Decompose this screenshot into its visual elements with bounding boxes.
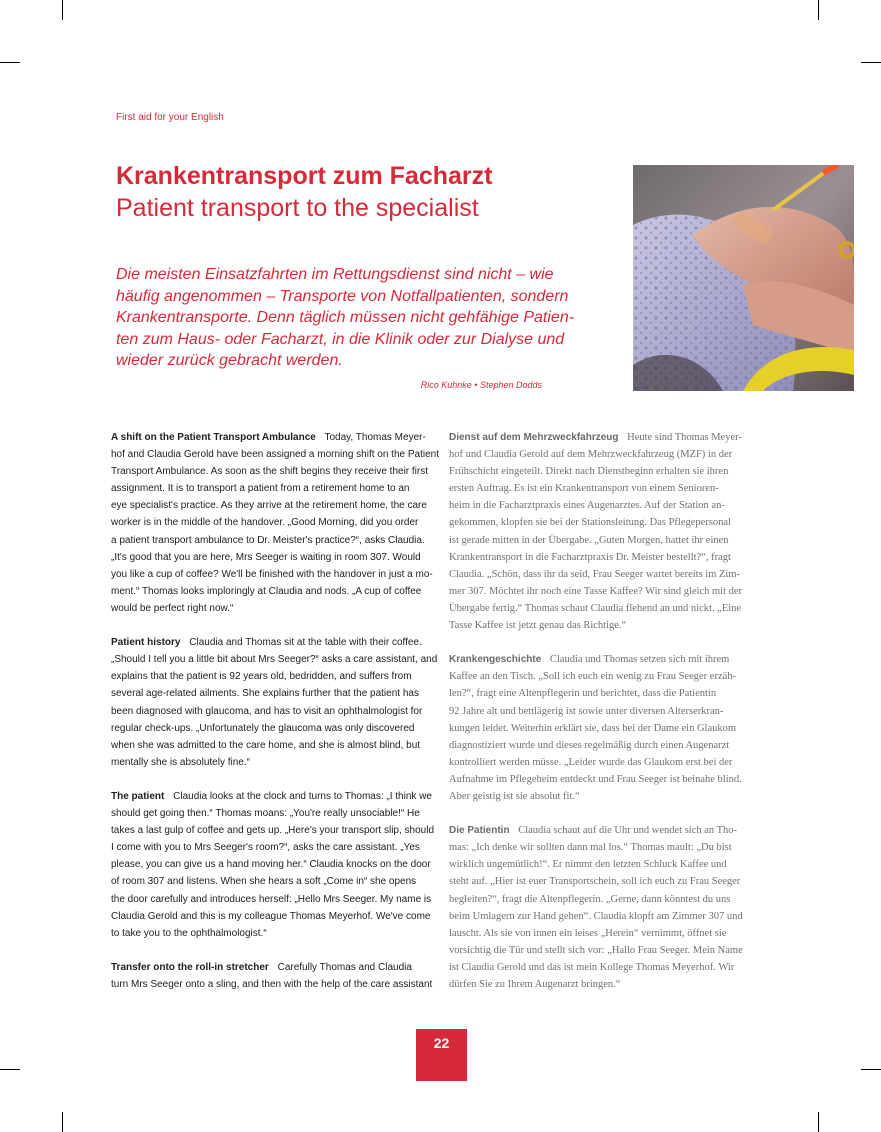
paragraph <box>449 822 769 993</box>
page-number: 22 <box>416 1029 467 1081</box>
section-heading: Krankengeschichte <box>449 654 542 666</box>
text-line: ment.“ Thomas looks imploringly at Claudia and nods. „A cup of coffee <box>111 585 422 597</box>
section-heading: The patient <box>111 790 165 802</box>
text-line: Claudia schaut auf die Uhr und wendet sich an Tho- <box>518 825 737 837</box>
text-line: hof und Claudia Gerold auf dem Mehrzweckfahrzeug (MZF) in der <box>449 449 733 461</box>
text-line: mer 307. Möchtet ihr noch eine Tasse Kaffee? Wir sind gleich mit der <box>449 585 743 597</box>
lead-line: ten zum Haus- oder Facharzt, in die Klinik oder zur Dialyse und <box>116 330 565 348</box>
crop-mark <box>0 1069 20 1070</box>
text-line: worker is in the middle of the handover. „Good Morning, did you order <box>111 517 419 529</box>
section-heading: Patient history <box>111 637 181 649</box>
text-line: Claudia and Thomas sit at the table with their coffee. <box>189 637 422 649</box>
section-heading: Die Patientin <box>449 825 510 837</box>
text-line: gekommen, klopfen sie bei der Stationsleitung. Das Pflegepersonal <box>449 517 731 529</box>
crop-mark <box>62 1112 63 1132</box>
text-line: „It's good that you are here, Mrs Seeger is waiting in room 307. Would <box>111 551 421 563</box>
article-photo <box>633 165 854 391</box>
page-title: Krankentransport zum Facharzt <box>116 162 493 190</box>
text-line: dürfen Sie zu Ihrem Augenarzt bringen.“ <box>449 979 621 990</box>
text-line: kungen leidet. Weiterhin erklärt sie, dass bei der Dame ein Glaukom <box>449 722 737 734</box>
crop-mark <box>818 0 819 20</box>
text-line: Tasse Kaffee ist jetzt genau das Richtige.“ <box>449 620 627 632</box>
text-line: a patient transport ambulance to Dr. Meister's practice?“, asks Claudia. <box>111 534 425 546</box>
text-line: diagnostiziert wurde und dieses regelmäßig durch einen Augenarzt <box>449 739 730 751</box>
lead-line: wieder zurück gebracht werden. <box>116 352 343 370</box>
text-line: beim Umlagern zur Hand gehen“. Claudia klopft am Zimmer 307 und <box>449 910 743 922</box>
paragraph <box>111 959 436 993</box>
text-line: Carefully Thomas and Claudia <box>277 961 412 973</box>
text-line: takes a last gulp of coffee and gets up. „Here's your transport slip, should <box>111 825 435 837</box>
text-line: ersten Auftrag. Es ist ein Krankentransport von einem Senioren- <box>449 483 719 495</box>
text-line: hof and Claudia Gerold have been assigned a morning shift on the Patient <box>111 449 439 461</box>
text-line: eye specialist's practice. As they arrive at the retirement home, the care <box>111 500 427 512</box>
crop-mark <box>0 62 20 63</box>
crop-mark <box>818 1112 819 1132</box>
text-line: assignment. It is to transport a patient from a retirement home to an <box>111 483 410 495</box>
text-line: Transport Ambulance. As soon as the shift begins they receive their first <box>111 466 429 478</box>
text-line: Aufnahme im Pflegeheim entdeckt und Frau Seeger ist beinahe blind. <box>449 773 742 785</box>
text-line: been diagnosed with glaucoma, and has to visit an ophthalmologist for <box>111 705 423 717</box>
text-line: lauscht. Als sie von innen ein leises „Herein“ vernimmt, öffnet sie <box>449 927 727 939</box>
text-line: Claudia und Thomas setzen sich mit ihrem <box>549 654 730 666</box>
text-line: Übergabe fertig.“ Thomas schaut Claudia flehend an und nickt. „Eine <box>449 602 742 614</box>
text-line: Claudia. „Schön, dass ihr da seid, Frau Seeger wartet bereits im Zim- <box>449 568 741 580</box>
text-line: regular check-ups. „Unfortunately the glaucoma was only discovered <box>111 722 415 734</box>
text-line: Krankentransport in die Facharztpraxis Dr. Meister bestellt?“, fragt <box>449 551 731 563</box>
paragraph <box>449 651 769 805</box>
text-line: explains that the patient is 92 years old, bedridden, and suffers from <box>111 671 412 683</box>
section-heading: Dienst auf dem Mehrzweckfahrzeug <box>449 432 619 443</box>
german-column <box>449 429 769 1010</box>
paragraph <box>111 634 436 771</box>
text-line: 92 Jahre alt und bettlägerig ist sowie unter diversen Alterserkran- <box>449 705 724 717</box>
section-heading: Transfer onto the roll-in stretcher <box>111 961 269 973</box>
lead-line: häufig angenommen – Transporte von Notfallpatienten, sondern <box>116 287 569 305</box>
paragraph <box>449 429 769 634</box>
text-line: wirklich ungemütlich!“. Er nimmt den letzten Schluck Kaffee und <box>449 859 727 871</box>
section-heading: A shift on the Patient Transport Ambulance <box>111 432 316 443</box>
text-line: len?“, fragt eine Altenpflegerin und berichtet, dass die Patientin <box>449 688 717 700</box>
text-line: ist Claudia Gerold und das ist mein Kollege Thomas Meyerhof. Wir <box>449 961 735 973</box>
text-line: vorsichtig die Tür und stellt sich vor: „Hallo Frau Seeger. Mein Name <box>449 944 743 956</box>
text-line: of room 307 and listens. When she hears a soft „Come in“ she opens <box>111 876 417 888</box>
text-line: Claudia Gerold and this is my colleague Thomas Meyerhof. We've come <box>111 910 431 922</box>
text-line: steht auf. „Hier ist euer Transportschein, soll ich euch zu Frau Seeger <box>449 876 741 888</box>
text-line: Kaffee an den Tisch. „Soll ich euch ein wenig zu Frau Seeger erzäh- <box>449 671 737 683</box>
text-line: Claudia looks at the clock and turns to Thomas: „I think we <box>173 790 432 802</box>
text-line: Aber geistig ist sie absolut fit.“ <box>449 790 580 802</box>
text-line: I come with you to Mrs Seeger's room?“, asks the care assistant. „Yes <box>111 842 420 854</box>
text-line: mas: „Ich denke wir sollten dann mal los.“ Thomas mault: „Du bist <box>449 842 732 854</box>
text-line: turn Mrs Seeger onto a sling, and then with the help of the care assistant <box>111 979 433 990</box>
text-line: ist gerade mitten in der Übergabe. „Guten Morgen, hattet ihr einen <box>449 534 729 546</box>
page-subtitle: Patient transport to the specialist <box>116 194 479 222</box>
text-line: Today, Thomas Meyer- <box>324 432 426 443</box>
english-column <box>111 429 439 1010</box>
author-byline: Rico Kuhnke • Stephen Dodds <box>420 380 542 390</box>
text-line: several age-related ailments. She explains further that the patient has <box>111 688 419 700</box>
text-line: you like a cup of coffee? We'll be finished with the handover in just a mo- <box>111 568 433 580</box>
text-line: should get going then.“ Thomas moans: „You're really unsociable!“ He <box>111 808 420 820</box>
text-line: kontrolliert werden müsse. „Leider wurde das Glaukom erst bei der <box>449 756 733 768</box>
lead-paragraph <box>116 264 575 372</box>
text-line: to take you to the ophthalmologist.“ <box>111 927 267 939</box>
text-line: the door carefully and introduces herself: „Hello Mrs Seeger. My name is <box>111 893 432 905</box>
paragraph <box>111 788 436 942</box>
crop-mark <box>861 1069 881 1070</box>
text-line: would be perfect right now.“ <box>111 602 234 614</box>
text-line: begleiten?“, fragt die Altenpflegerin. „Gerne, dann könntest du uns <box>449 893 731 905</box>
section-kicker: First aid for your English <box>116 112 224 123</box>
crop-mark <box>861 62 881 63</box>
text-line: Heute sind Thomas Meyer- <box>627 432 742 443</box>
text-line: „Should I tell you a little bit about Mrs Seeger?“ asks a care assistant, and <box>111 654 438 666</box>
lead-line: Die meisten Einsatzfahrten im Rettungsdienst sind nicht – wie <box>116 266 554 283</box>
text-line: mentally she is absolutely fine.“ <box>111 756 250 768</box>
paragraph <box>111 429 439 617</box>
text-line: Frühschicht eingeteilt. Direkt nach Dienstbeginn erhalten sie ihren <box>449 466 729 478</box>
text-line: please, you can give us a hand moving her.“ Claudia knocks on the door <box>111 859 431 871</box>
text-line: when she was admitted to the care home, and she is almost blind, but <box>111 739 421 751</box>
crop-mark <box>62 0 63 20</box>
text-line: heim in die Facharztpraxis eines Augenarztes. Auf der Station an- <box>449 500 725 512</box>
lead-line: Krankentransporte. Denn täglich müssen nicht gehfähige Patien- <box>116 309 575 327</box>
